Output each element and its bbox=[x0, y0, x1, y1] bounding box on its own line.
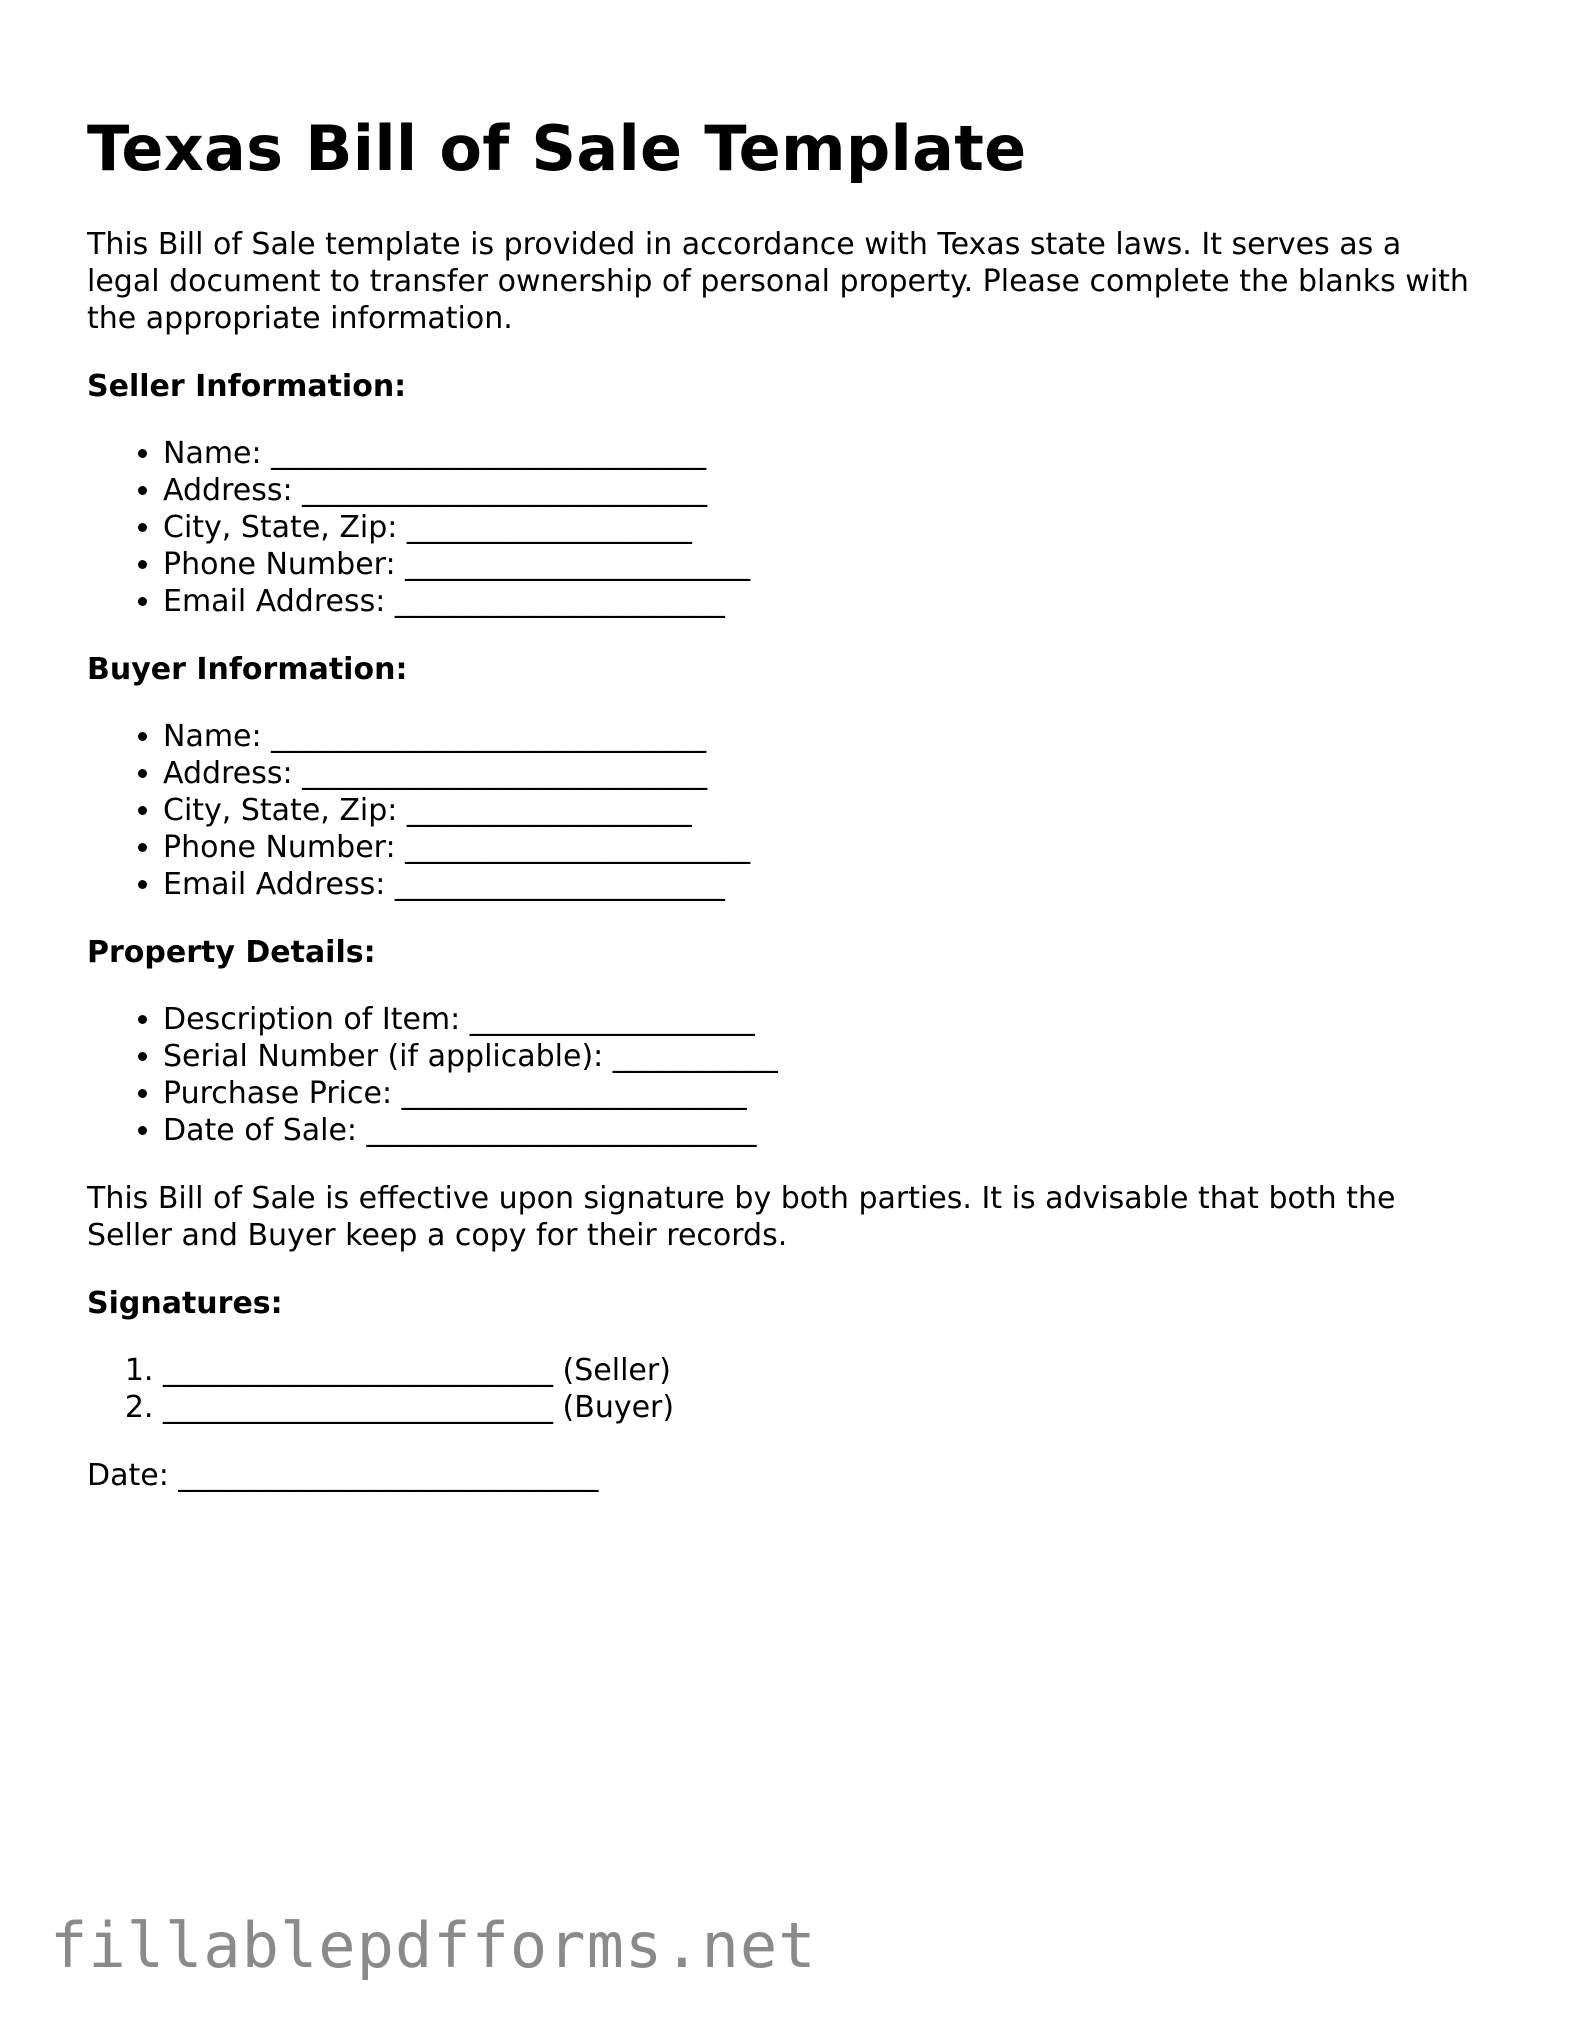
seller-email-field[interactable]: • Email Address: ______________________ bbox=[163, 583, 1487, 620]
date-line-field[interactable]: Date: ____________________________ bbox=[87, 1458, 599, 1493]
watermark: fillablepdfforms.net bbox=[50, 1909, 817, 1982]
buyer-city-state-zip-field[interactable]: • City, State, Zip: ___________________ bbox=[163, 792, 1487, 829]
document-page bbox=[87, 108, 1487, 1494]
seller-name-field[interactable]: • Name: _____________________________ bbox=[163, 435, 1487, 472]
seller-address-field[interactable]: • Address: ___________________________ bbox=[163, 472, 1487, 509]
signature-list bbox=[87, 1352, 1487, 1426]
seller-field-list bbox=[87, 435, 1487, 620]
buyer-signature-line[interactable]: 2. __________________________ (Buyer) bbox=[163, 1389, 1487, 1426]
intro-paragraph: This Bill of Sale template is provided in accordance with Texas state laws. It serves as a legal document to transfer ownership of personal property. Please complete the blanks with the appropriate information. bbox=[87, 227, 1469, 336]
buyer-name-field[interactable]: • Name: _____________________________ bbox=[163, 718, 1487, 755]
seller-section-heading: Seller Information: bbox=[87, 369, 407, 404]
seller-city-state-zip-field[interactable]: • City, State, Zip: ___________________ bbox=[163, 509, 1487, 546]
item-description-field[interactable]: • Description of Item: ___________________ bbox=[163, 1001, 1487, 1038]
buyer-address-field[interactable]: • Address: ___________________________ bbox=[163, 755, 1487, 792]
serial-number-field[interactable]: • Serial Number (if applicable): ___________ bbox=[163, 1038, 1487, 1075]
buyer-field-list bbox=[87, 718, 1487, 903]
seller-phone-field[interactable]: • Phone Number: _______________________ bbox=[163, 546, 1487, 583]
seller-signature-line[interactable]: 1. __________________________ (Seller) bbox=[163, 1352, 1487, 1389]
page-title: Texas Bill of Sale Template bbox=[87, 112, 1027, 185]
property-section-heading: Property Details: bbox=[87, 935, 376, 970]
buyer-email-field[interactable]: • Email Address: ______________________ bbox=[163, 866, 1487, 903]
purchase-price-field[interactable]: • Purchase Price: _______________________ bbox=[163, 1075, 1487, 1112]
signatures-section-heading: Signatures: bbox=[87, 1286, 283, 1321]
closing-paragraph: This Bill of Sale is effective upon signature by both parties. It is advisable that both the Seller and Buyer keep a copy for their records. bbox=[87, 1181, 1396, 1253]
date-of-sale-field[interactable]: • Date of Sale: __________________________ bbox=[163, 1112, 1487, 1149]
property-field-list bbox=[87, 1001, 1487, 1149]
buyer-phone-field[interactable]: • Phone Number: _______________________ bbox=[163, 829, 1487, 866]
buyer-section-heading: Buyer Information: bbox=[87, 652, 408, 687]
